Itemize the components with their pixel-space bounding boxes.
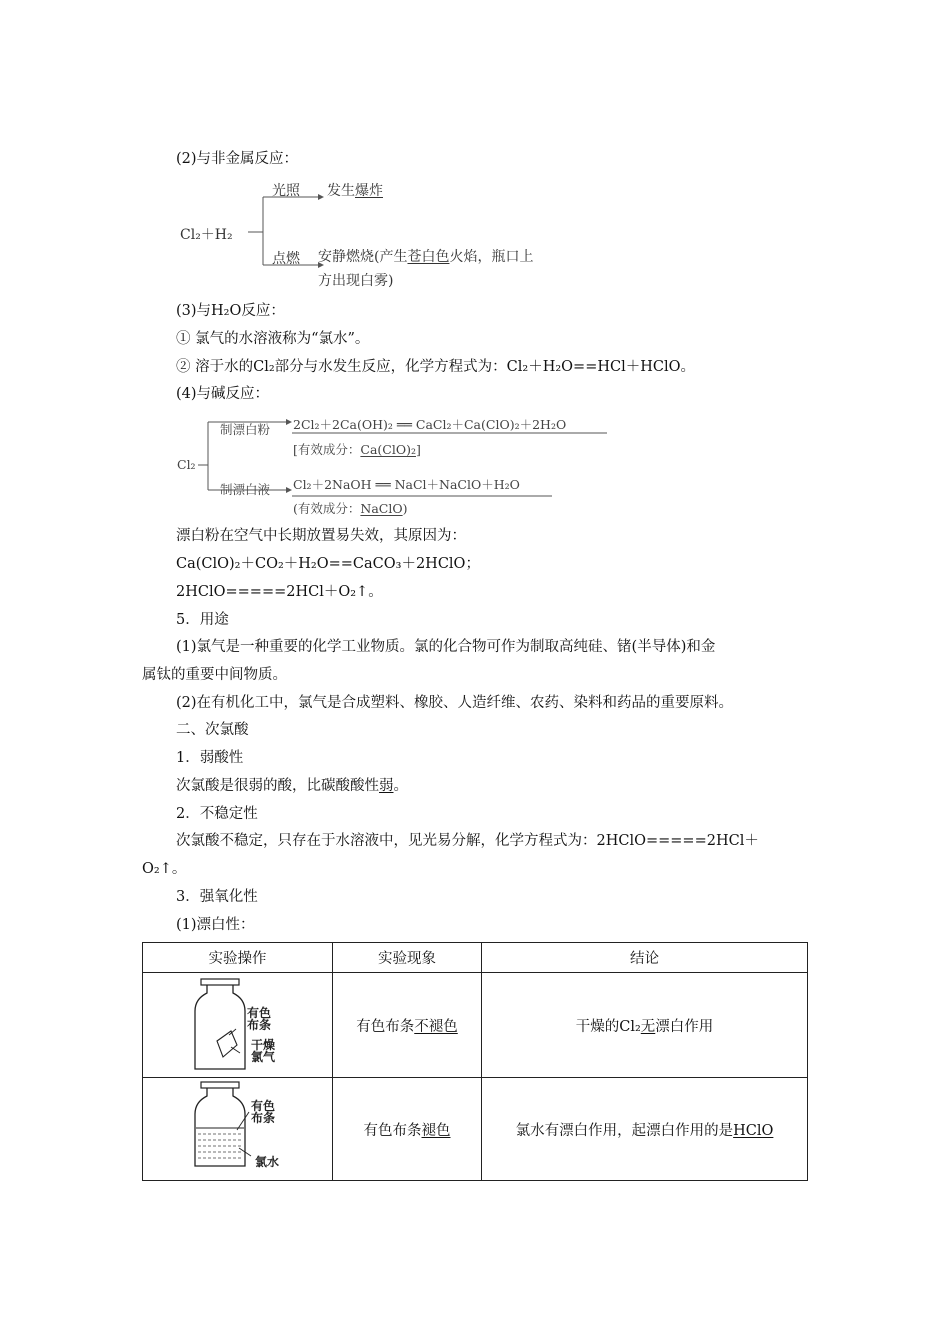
bottle-icon bbox=[143, 973, 332, 1077]
bleaching-powder-equation: 2Cl₂＋2Ca(OH)₂ ══ CaCl₂＋Ca(ClO)₂＋2H₂O bbox=[293, 417, 567, 432]
uses-p1-line2: 属钛的重要中间物质。 bbox=[142, 667, 287, 683]
section-2-heading: (2)与非金属反应： bbox=[176, 151, 299, 167]
phenomenon-cell: 有色布条褪色 bbox=[333, 1078, 482, 1181]
bleaching-liquid-label: 制漂白液 bbox=[220, 482, 271, 497]
condition-light: 光照 bbox=[272, 183, 300, 199]
uses-heading: 5．用途 bbox=[176, 612, 229, 628]
header-phenomenon: 实验现象 bbox=[333, 943, 482, 973]
bleaching-powder-label: 制漂白粉 bbox=[220, 422, 271, 437]
chlorine-water-bottle-illustration bbox=[143, 1078, 332, 1180]
cl2-label: Cl₂ bbox=[177, 457, 196, 472]
experiment-table bbox=[142, 942, 808, 1181]
header-operation: 实验操作 bbox=[143, 943, 333, 973]
section-4-heading: (4)与碱反应： bbox=[176, 386, 270, 402]
instability-text-line2: O₂↑。 bbox=[142, 861, 187, 877]
dry-chlorine-bottle-illustration bbox=[143, 973, 332, 1077]
bleaching-heading: (1)漂白性： bbox=[176, 917, 255, 933]
instability-text-line1: 次氯酸不稳定，只存在于水溶液中，见光易分解，化学方程式为：2HClO=====2HCl＋ bbox=[176, 833, 759, 849]
conclusion-cell: 干燥的Cl₂无漂白作用 bbox=[482, 973, 808, 1078]
condition-ignite: 点燃 bbox=[272, 251, 300, 267]
header-conclusion: 结论 bbox=[482, 943, 808, 973]
annotation-cloth: 布条 bbox=[251, 1111, 276, 1125]
table-row bbox=[143, 1078, 808, 1181]
conclusion-cell: 氯水有漂白作用，起漂白作用的是HClO bbox=[482, 1078, 808, 1181]
operation-cell bbox=[143, 973, 333, 1078]
section-3-heading: (3)与H₂O反应： bbox=[176, 303, 285, 319]
result-explosion: 发生爆炸 bbox=[327, 183, 383, 199]
weak-acid-text: 次氯酸是很弱的酸，比碳酸酸性弱。 bbox=[176, 778, 408, 794]
annotation-colored: 有色 bbox=[251, 1099, 276, 1113]
table-header-row bbox=[143, 943, 808, 973]
annotation-dry: 干燥 bbox=[251, 1038, 276, 1052]
bleaching-powder-component: [有效成分：Ca(ClO)₂] bbox=[293, 442, 421, 457]
phenomenon-cell: 有色布条不褪色 bbox=[333, 973, 482, 1078]
oxidizing-heading: 3．强氧化性 bbox=[176, 889, 258, 905]
chlorine-water-equation: ② 溶于水的Cl₂部分与水发生反应，化学方程式为：Cl₂＋H₂O==HCl＋HClO。 bbox=[176, 359, 695, 375]
annotation-chlorine: 氯气 bbox=[251, 1050, 276, 1064]
instability-heading: 2．不稳定性 bbox=[176, 806, 258, 822]
table-row bbox=[143, 973, 808, 1078]
bleach-failure-eq1: Ca(ClO)₂＋CO₂＋H₂O==CaCO₃＋2HClO； bbox=[176, 556, 480, 572]
bleach-failure-note: 漂白粉在空气中长期放置易失效，其原因为： bbox=[176, 528, 466, 544]
result-burning: 安静燃烧(产生苍白色火焰，瓶口上 bbox=[318, 249, 534, 265]
uses-p2: (2)在有机化工中，氯气是合成塑料、橡胶、人造纤维、农药、染料和药品的重要原料。 bbox=[176, 695, 734, 711]
annotation-cloth: 布条 bbox=[247, 1018, 272, 1032]
result-burning-cont: 方出现白雾) bbox=[318, 273, 394, 289]
bleach-failure-eq2: 2HClO=====2HCl＋O₂↑。 bbox=[176, 584, 383, 600]
reactants-label: Cl₂＋H₂ bbox=[180, 227, 233, 243]
chlorine-water-def: ① 氯气的水溶液称为“氯水”。 bbox=[176, 331, 370, 347]
operation-cell bbox=[143, 1078, 333, 1181]
bleaching-liquid-equation: Cl₂＋2NaOH ══ NaCl＋NaClO＋H₂O bbox=[293, 477, 520, 492]
weak-acid-heading: 1．弱酸性 bbox=[176, 750, 244, 766]
uses-p1-line1: (1)氯气是一种重要的化学工业物质。氯的化合物可作为制取高纯硅、锗(半导体)和金 bbox=[176, 639, 716, 655]
bleaching-liquid-component: (有效成分：NaClO) bbox=[293, 501, 408, 516]
annotation-colored: 有色 bbox=[247, 1006, 272, 1020]
hclo-heading: 二、次氯酸 bbox=[176, 722, 249, 738]
annotation-chlorine-water: 氯水 bbox=[255, 1155, 280, 1169]
bottle-icon bbox=[143, 1078, 332, 1180]
